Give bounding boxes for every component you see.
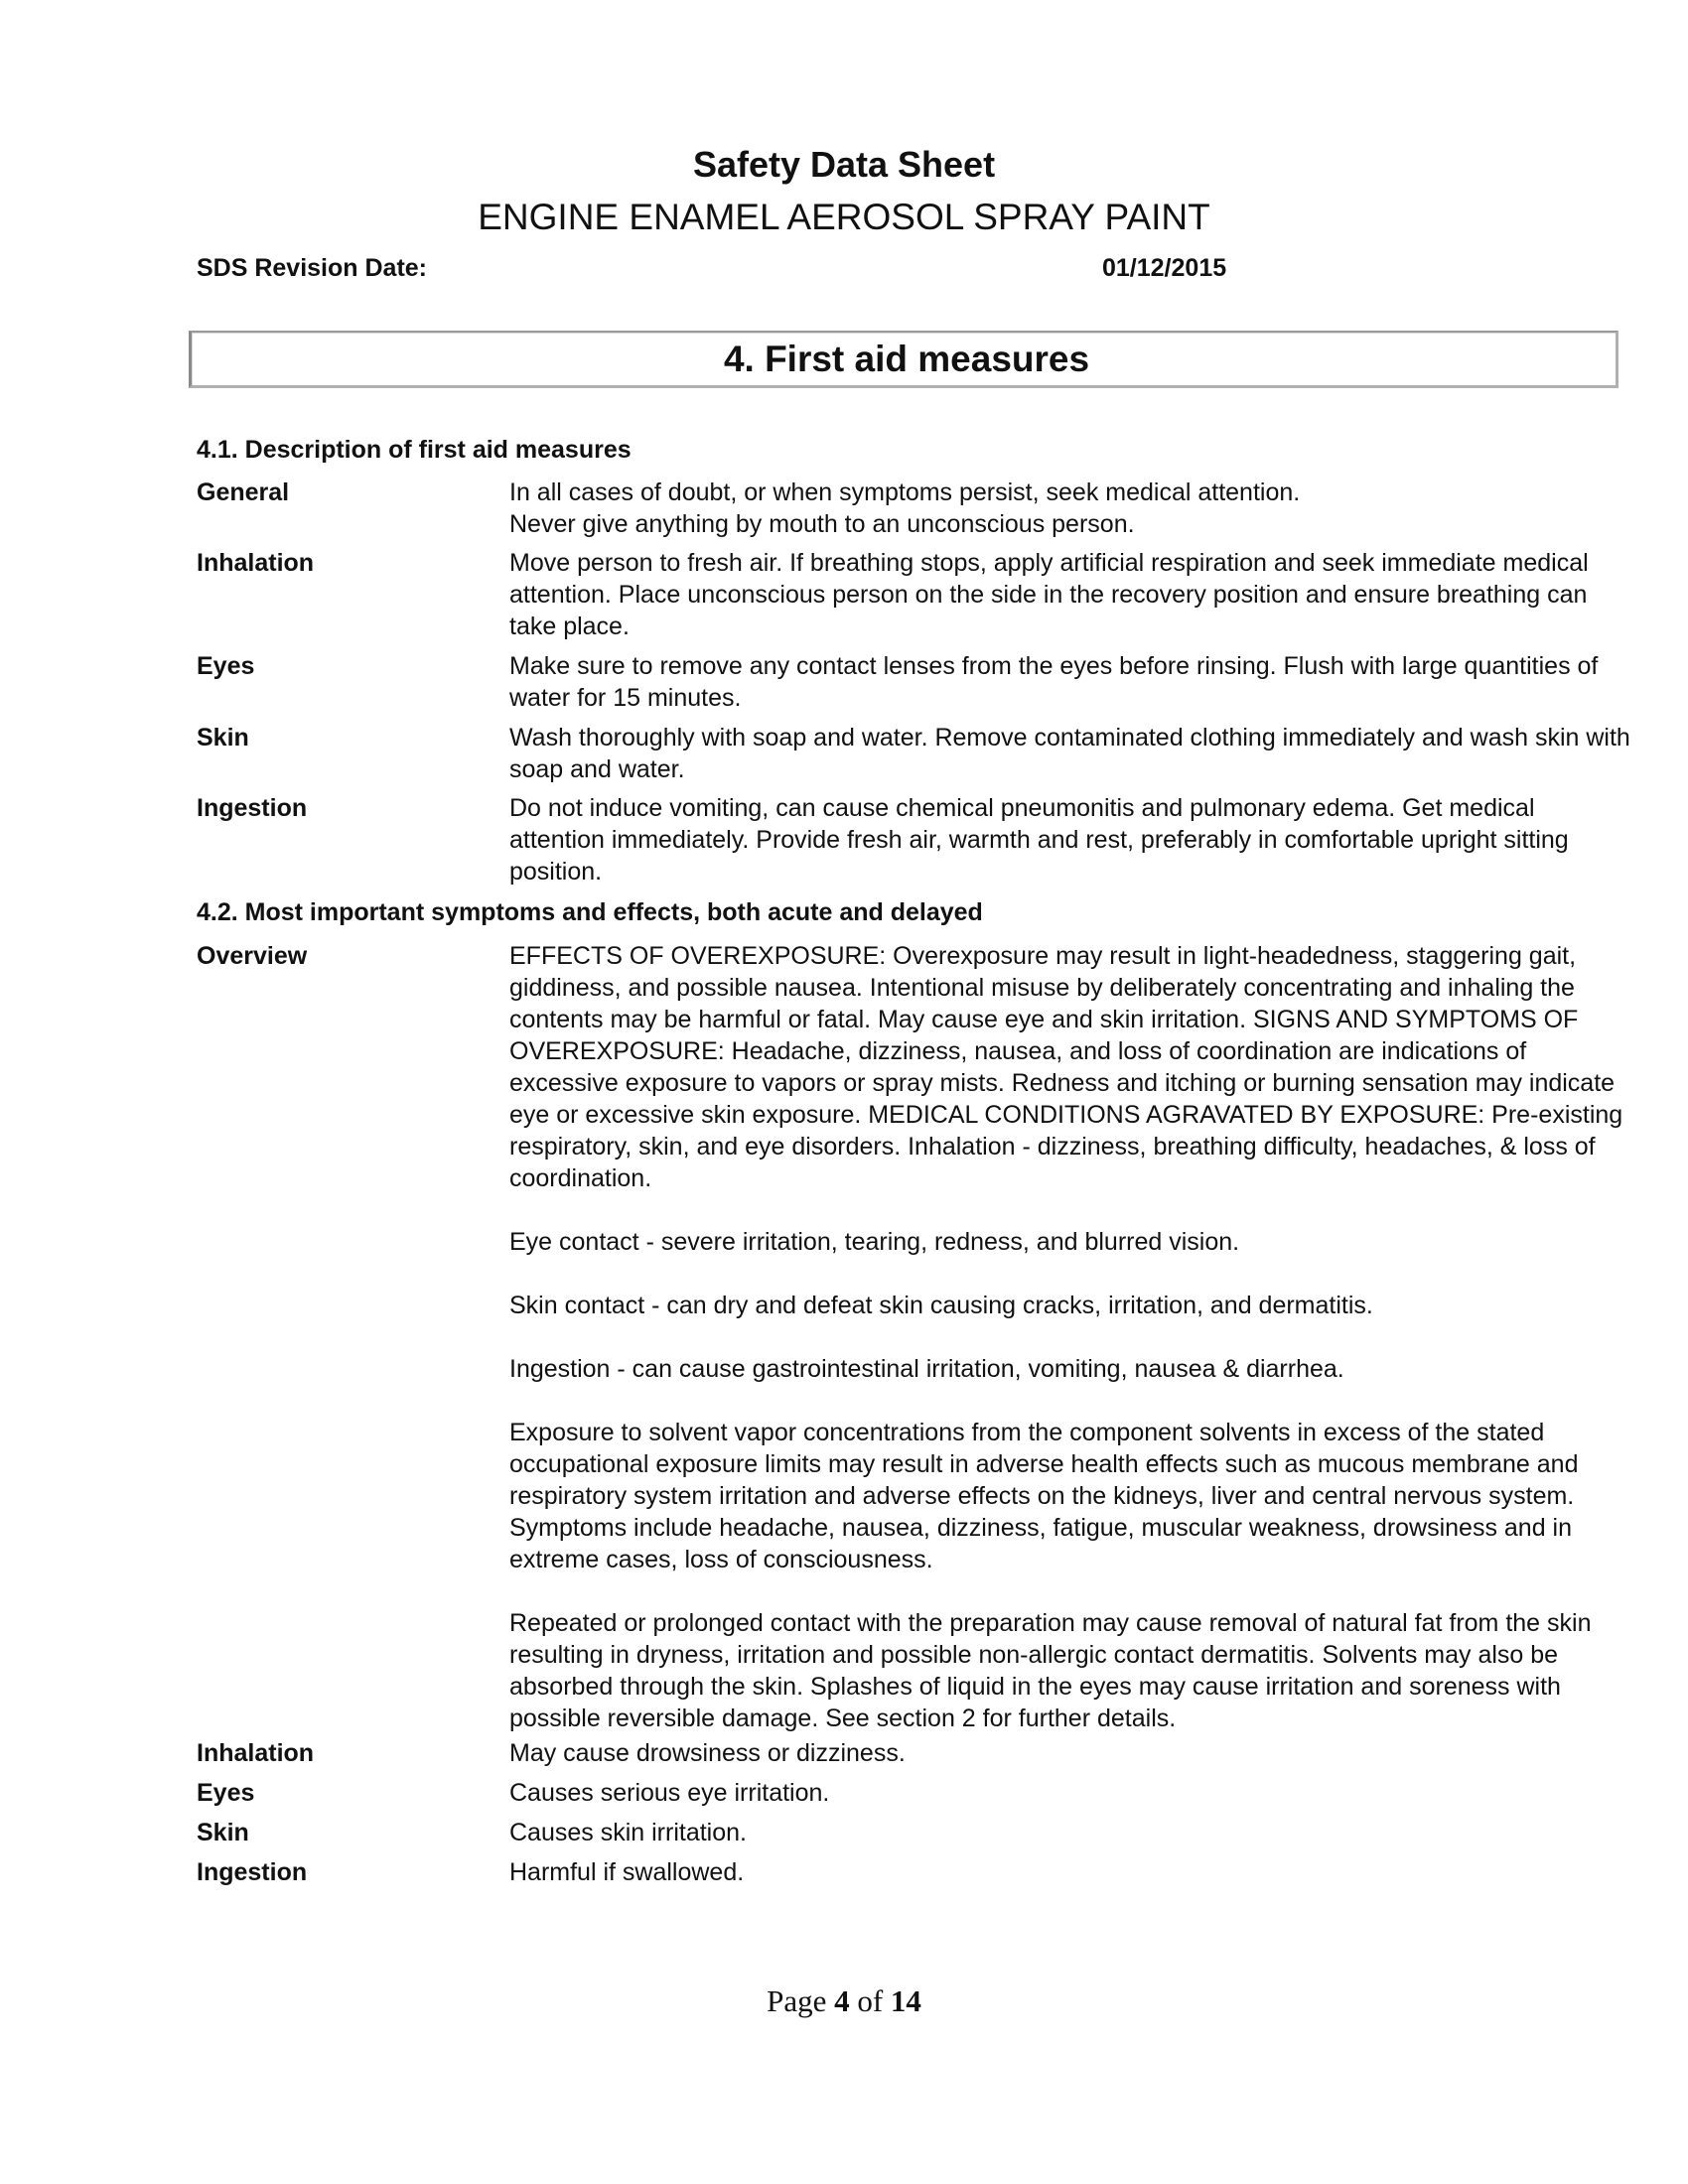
symptoms-text-inhalation: May cause drowsiness or dizziness. bbox=[509, 1739, 906, 1767]
first-aid-text-general bbox=[509, 477, 1631, 540]
symptoms-label-eyes: Eyes bbox=[197, 1779, 255, 1807]
symptoms-label-inhalation: Inhalation bbox=[197, 1739, 315, 1767]
first-aid-text-general-line-2: Never give anything by mouth to an unconscious person. bbox=[509, 510, 1135, 538]
first-aid-text-general-line-1: In all cases of doubt, or when symptoms persist, seek medical attention. bbox=[509, 478, 1301, 506]
section-header-box bbox=[189, 331, 1618, 388]
revision-date-value: 01/12/2015 bbox=[1102, 254, 1227, 282]
symptoms-text-ingestion: Harmful if swallowed. bbox=[509, 1858, 745, 1886]
first-aid-label-inhalation: Inhalation bbox=[197, 549, 315, 577]
overview-paragraph: Eye contact - severe irritation, tearing, redness, and blurred vision. bbox=[509, 1228, 1240, 1256]
first-aid-text-inhalation-para: Move person to fresh air. If breathing stops, apply artificial respiration and seek immediate medical attention. Place unconscious person on the side in the recovery position and ensure breathing can take place. bbox=[509, 549, 1589, 640]
first-aid-text-skin bbox=[509, 722, 1631, 785]
first-aid-label-general: General bbox=[197, 478, 290, 506]
overview-paragraph: Repeated or prolonged contact with the preparation may cause removal of natural fat from the skin resulting in dryness, irritation and possible non-allergic contact dermatitis. Solvents may also be absorbed through the skin. Splashes of liquid in the eyes may cause irritation and soreness with possible reversible damage. See section 2 for further details. bbox=[509, 1609, 1592, 1732]
first-aid-text-inhalation bbox=[509, 547, 1631, 642]
first-aid-label-ingestion: Ingestion bbox=[197, 794, 308, 822]
total-pages-number: 14 bbox=[890, 1983, 921, 2018]
overview-paragraph: Ingestion - can cause gastrointestinal irritation, vomiting, nausea & diarrhea. bbox=[509, 1355, 1344, 1383]
symptoms-label-overview: Overview bbox=[197, 942, 308, 970]
page-number bbox=[0, 1983, 1688, 2019]
revision-date-label: SDS Revision Date: bbox=[197, 254, 428, 282]
subsection-heading-4-2: 4.2. Most important symptoms and effects, both acute and delayed bbox=[197, 898, 983, 926]
first-aid-text-ingestion bbox=[509, 792, 1631, 887]
first-aid-label-eyes: Eyes bbox=[197, 652, 255, 680]
first-aid-label-skin: Skin bbox=[197, 724, 249, 751]
subsection-heading-4-1: 4.1. Description of first aid measures bbox=[197, 436, 632, 464]
section-title: 4. First aid measures bbox=[723, 339, 1090, 379]
first-aid-text-skin-para: Wash thoroughly with soap and water. Remove contaminated clothing immediately and wash skin with soap and water. bbox=[509, 724, 1630, 783]
first-aid-text-ingestion-para: Do not induce vomiting, can cause chemical pneumonitis and pulmonary edema. Get medical attention immediately. Provide fresh air, warmth and rest, preferably in comfortable upright sitting position. bbox=[509, 794, 1569, 886]
of-word: of bbox=[857, 1983, 884, 2018]
symptoms-text-overview bbox=[509, 940, 1631, 1734]
overview-paragraph: Skin contact - can dry and defeat skin causing cracks, irritation, and dermatitis. bbox=[509, 1292, 1373, 1319]
symptoms-label-skin: Skin bbox=[197, 1819, 249, 1846]
symptoms-label-ingestion: Ingestion bbox=[197, 1858, 308, 1886]
document-title: Safety Data Sheet bbox=[692, 144, 996, 185]
symptoms-text-skin: Causes skin irritation. bbox=[509, 1819, 747, 1846]
page-word: Page bbox=[767, 1983, 827, 2018]
product-name: ENGINE ENAMEL AEROSOL SPRAY PAINT bbox=[478, 197, 1210, 237]
first-aid-text-eyes bbox=[509, 650, 1631, 714]
symptoms-text-eyes: Causes serious eye irritation. bbox=[509, 1779, 830, 1807]
overview-paragraph: Exposure to solvent vapor concentrations from the component solvents in excess of the stated occupational exposure limits may result in adverse health effects such as mucous membrane and respiratory system irritation and adverse effects on the kidneys, liver and central nervous system. Symptoms include headache, nausea, dizziness, fatigue, muscular weakness, drowsiness and in extreme cases, loss of consciousness. bbox=[509, 1419, 1579, 1573]
first-aid-text-eyes-para: Make sure to remove any contact lenses from the eyes before rinsing. Flush with large quantities of water for 15 minutes. bbox=[509, 652, 1599, 712]
overview-paragraph: EFFECTS OF OVEREXPOSURE: Overexposure may result in light-headedness, staggering gait, giddiness, and possible nausea. Intentional misuse by deliberately concentrating and inhaling the contents may be harmful or fatal. May cause eye and skin irritation. SIGNS AND SYMPTOMS OF OVEREXPOSURE: Headache, dizziness, nausea, and loss of coordination are indications of excessive exposure to vapors or spray mists. Redness and itching or burning sensation may indicate eye or excessive skin exposure. MEDICAL CONDITIONS AGRAVATED BY EXPOSURE: Pre-existing respiratory, skin, and eye disorders. Inhalation - dizziness, breathing difficulty, headaches, & loss of coordination. bbox=[509, 942, 1623, 1192]
current-page-number: 4 bbox=[834, 1983, 850, 2018]
